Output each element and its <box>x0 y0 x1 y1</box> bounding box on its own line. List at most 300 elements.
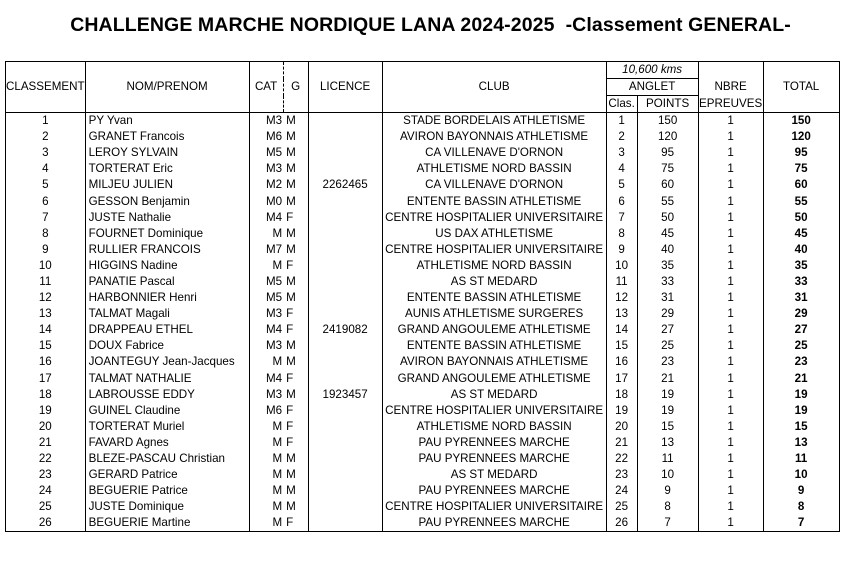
cell-clas: 8 <box>606 226 637 242</box>
cell-clas: 24 <box>606 483 637 499</box>
cell-total: 95 <box>763 145 839 161</box>
cell-cat: M6 <box>249 403 283 419</box>
cell-clas: 10 <box>606 258 637 274</box>
cell-classement: 26 <box>6 515 86 532</box>
cell-classement: 13 <box>6 306 86 322</box>
cell-nom-prenom: GESSON Benjamin <box>85 193 249 209</box>
cell-cat: M3 <box>249 161 283 177</box>
cell-points: 33 <box>637 274 698 290</box>
cell-nbre-epreuves: 1 <box>698 483 763 499</box>
page-title: CHALLENGE MARCHE NORDIQUE LANA 2024-2025 -Classement GENERAL- <box>70 14 791 36</box>
cell-cat: M <box>249 419 283 435</box>
cell-points: 8 <box>637 499 698 515</box>
cell-classement: 24 <box>6 483 86 499</box>
cell-licence <box>308 435 382 451</box>
table-row <box>6 226 840 242</box>
cell-nom-prenom: PY Yvan <box>85 113 249 130</box>
cell-cat: M5 <box>249 145 283 161</box>
cell-nom-prenom: JUSTE Nathalie <box>85 210 249 226</box>
cell-nom-prenom: GUINEL Claudine <box>85 403 249 419</box>
cell-total: 120 <box>763 129 839 145</box>
cell-classement: 21 <box>6 435 86 451</box>
header-anglet: ANGLET <box>606 79 698 96</box>
table-header <box>6 62 840 113</box>
cell-classement: 14 <box>6 322 86 338</box>
cell-total: 45 <box>763 226 839 242</box>
cell-g: M <box>283 499 308 515</box>
cell-club: ENTENTE BASSIN ATHLETISME <box>382 193 606 209</box>
cell-g: M <box>283 467 308 483</box>
cell-cat: M <box>249 467 283 483</box>
cell-points: 31 <box>637 290 698 306</box>
table-row <box>6 322 840 338</box>
cell-nom-prenom: HIGGINS Nadine <box>85 258 249 274</box>
cell-licence <box>308 258 382 274</box>
cell-points: 10 <box>637 467 698 483</box>
cell-total: 50 <box>763 210 839 226</box>
cell-classement: 4 <box>6 161 86 177</box>
cell-points: 27 <box>637 322 698 338</box>
cell-licence: 2419082 <box>308 322 382 338</box>
cell-nom-prenom: DRAPPEAU ETHEL <box>85 322 249 338</box>
cell-cat: M7 <box>249 242 283 258</box>
header-nbre-top <box>698 62 763 79</box>
cell-points: 55 <box>637 193 698 209</box>
cell-total: 27 <box>763 322 839 338</box>
cell-classement: 1 <box>6 113 86 130</box>
table-row <box>6 193 840 209</box>
cell-clas: 26 <box>606 515 637 532</box>
cell-nbre-epreuves: 1 <box>698 419 763 435</box>
cell-g: M <box>283 451 308 467</box>
cell-nom-prenom: JUSTE Dominique <box>85 499 249 515</box>
cell-nom-prenom: MILJEU JULIEN <box>85 177 249 193</box>
cell-classement: 8 <box>6 226 86 242</box>
cell-club: GRAND ANGOULEME ATHLETISME <box>382 322 606 338</box>
cell-licence <box>308 338 382 354</box>
cell-licence <box>308 193 382 209</box>
cell-licence <box>308 145 382 161</box>
cell-total: 40 <box>763 242 839 258</box>
cell-licence <box>308 161 382 177</box>
cell-nom-prenom: RULLIER FRANCOIS <box>85 242 249 258</box>
cell-nbre-epreuves: 1 <box>698 177 763 193</box>
header-cat: CAT <box>249 62 283 113</box>
cell-classement: 6 <box>6 193 86 209</box>
cell-nbre-epreuves: 1 <box>698 193 763 209</box>
cell-club: PAU PYRENNEES MARCHE <box>382 451 606 467</box>
table-row <box>6 306 840 322</box>
cell-nom-prenom: TALMAT Magali <box>85 306 249 322</box>
header-points: POINTS <box>637 96 698 113</box>
cell-total: 31 <box>763 290 839 306</box>
cell-clas: 5 <box>606 177 637 193</box>
cell-g: M <box>283 113 308 130</box>
table-row <box>6 387 840 403</box>
cell-clas: 25 <box>606 499 637 515</box>
cell-total: 19 <box>763 387 839 403</box>
cell-club: ATHLETISME NORD BASSIN <box>382 258 606 274</box>
cell-nbre-epreuves: 1 <box>698 499 763 515</box>
cell-nbre-epreuves: 1 <box>698 403 763 419</box>
table-row <box>6 499 840 515</box>
cell-cat: M <box>249 258 283 274</box>
cell-club: AUNIS ATHLETISME SURGERES <box>382 306 606 322</box>
cell-cat: M <box>249 515 283 532</box>
cell-cat: M2 <box>249 177 283 193</box>
cell-points: 45 <box>637 226 698 242</box>
cell-total: 23 <box>763 354 839 370</box>
cell-points: 13 <box>637 435 698 451</box>
cell-licence <box>308 515 382 532</box>
cell-licence <box>308 451 382 467</box>
cell-cat: M5 <box>249 290 283 306</box>
cell-licence <box>308 354 382 370</box>
cell-total: 29 <box>763 306 839 322</box>
cell-clas: 19 <box>606 403 637 419</box>
cell-club: AS ST MEDARD <box>382 387 606 403</box>
cell-clas: 3 <box>606 145 637 161</box>
cell-total: 7 <box>763 515 839 532</box>
cell-clas: 15 <box>606 338 637 354</box>
table-row <box>6 210 840 226</box>
cell-total: 33 <box>763 274 839 290</box>
cell-points: 60 <box>637 177 698 193</box>
cell-cat: M4 <box>249 322 283 338</box>
cell-g: M <box>283 193 308 209</box>
cell-g: M <box>283 387 308 403</box>
cell-total: 9 <box>763 483 839 499</box>
table-row <box>6 403 840 419</box>
cell-points: 150 <box>637 113 698 130</box>
cell-nom-prenom: BLEZE-PASCAU Christian <box>85 451 249 467</box>
cell-club: PAU PYRENNEES MARCHE <box>382 435 606 451</box>
table-row <box>6 145 840 161</box>
cell-licence <box>308 226 382 242</box>
cell-club: CA VILLENAVE D'ORNON <box>382 177 606 193</box>
cell-classement: 12 <box>6 290 86 306</box>
header-epreuves: EPREUVES <box>698 96 763 113</box>
cell-nbre-epreuves: 1 <box>698 226 763 242</box>
table-row <box>6 419 840 435</box>
table-row <box>6 274 840 290</box>
cell-cat: M3 <box>249 306 283 322</box>
table-row <box>6 113 840 130</box>
header-classement: CLASSEMENT <box>6 62 86 113</box>
cell-total: 35 <box>763 258 839 274</box>
cell-points: 19 <box>637 387 698 403</box>
cell-cat: M <box>249 354 283 370</box>
cell-classement: 19 <box>6 403 86 419</box>
cell-g: F <box>283 515 308 532</box>
table-row <box>6 129 840 145</box>
cell-classement: 7 <box>6 210 86 226</box>
cell-clas: 17 <box>606 371 637 387</box>
cell-nbre-epreuves: 1 <box>698 161 763 177</box>
cell-clas: 11 <box>606 274 637 290</box>
cell-club: PAU PYRENNEES MARCHE <box>382 483 606 499</box>
cell-total: 8 <box>763 499 839 515</box>
cell-g: M <box>283 354 308 370</box>
cell-nom-prenom: LEROY SYLVAIN <box>85 145 249 161</box>
table-row <box>6 161 840 177</box>
cell-cat: M3 <box>249 113 283 130</box>
cell-g: M <box>283 242 308 258</box>
cell-club: GRAND ANGOULEME ATHLETISME <box>382 371 606 387</box>
cell-clas: 21 <box>606 435 637 451</box>
cell-points: 15 <box>637 419 698 435</box>
header-nbre: NBRE <box>698 79 763 96</box>
cell-cat: M0 <box>249 193 283 209</box>
header-club: CLUB <box>382 62 606 113</box>
cell-total: 15 <box>763 419 839 435</box>
cell-classement: 18 <box>6 387 86 403</box>
cell-total: 150 <box>763 113 839 130</box>
cell-licence <box>308 371 382 387</box>
cell-licence <box>308 274 382 290</box>
cell-licence <box>308 403 382 419</box>
header-g: G <box>283 62 308 113</box>
cell-clas: 2 <box>606 129 637 145</box>
cell-g: F <box>283 371 308 387</box>
cell-g: F <box>283 322 308 338</box>
cell-licence <box>308 290 382 306</box>
cell-club: AVIRON BAYONNAIS ATHLETISME <box>382 354 606 370</box>
cell-licence <box>308 499 382 515</box>
cell-cat: M4 <box>249 371 283 387</box>
cell-classement: 16 <box>6 354 86 370</box>
cell-licence <box>308 242 382 258</box>
cell-nom-prenom: PANATIE Pascal <box>85 274 249 290</box>
cell-nbre-epreuves: 1 <box>698 145 763 161</box>
cell-clas: 9 <box>606 242 637 258</box>
cell-clas: 18 <box>606 387 637 403</box>
cell-total: 11 <box>763 451 839 467</box>
cell-classement: 20 <box>6 419 86 435</box>
cell-licence <box>308 483 382 499</box>
cell-nbre-epreuves: 1 <box>698 451 763 467</box>
cell-club: CENTRE HOSPITALIER UNIVERSITAIRE <box>382 499 606 515</box>
cell-club: AS ST MEDARD <box>382 467 606 483</box>
header-clas: Clas. <box>606 96 637 113</box>
cell-points: 7 <box>637 515 698 532</box>
cell-cat: M5 <box>249 274 283 290</box>
table-row <box>6 515 840 532</box>
cell-cat: M <box>249 499 283 515</box>
cell-cat: M6 <box>249 129 283 145</box>
table-row <box>6 242 840 258</box>
cell-classement: 15 <box>6 338 86 354</box>
table-row <box>6 290 840 306</box>
cell-licence <box>308 419 382 435</box>
cell-licence: 1923457 <box>308 387 382 403</box>
cell-points: 23 <box>637 354 698 370</box>
cell-club: STADE BORDELAIS ATHLETISME <box>382 113 606 130</box>
cell-clas: 20 <box>606 419 637 435</box>
cell-clas: 14 <box>606 322 637 338</box>
cell-nbre-epreuves: 1 <box>698 467 763 483</box>
cell-cat: M3 <box>249 338 283 354</box>
cell-nbre-epreuves: 1 <box>698 129 763 145</box>
cell-g: F <box>283 210 308 226</box>
cell-club: AS ST MEDARD <box>382 274 606 290</box>
cell-nbre-epreuves: 1 <box>698 322 763 338</box>
cell-nom-prenom: DOUX Fabrice <box>85 338 249 354</box>
header-licence: LICENCE <box>308 62 382 113</box>
cell-points: 75 <box>637 161 698 177</box>
table-row <box>6 177 840 193</box>
cell-points: 25 <box>637 338 698 354</box>
cell-classement: 2 <box>6 129 86 145</box>
cell-club: CENTRE HOSPITALIER UNIVERSITAIRE <box>382 210 606 226</box>
cell-licence <box>308 467 382 483</box>
table-row <box>6 338 840 354</box>
header-distance: 10,600 kms <box>606 62 698 79</box>
cell-cat: M <box>249 483 283 499</box>
cell-nbre-epreuves: 1 <box>698 210 763 226</box>
cell-g: F <box>283 435 308 451</box>
cell-nbre-epreuves: 1 <box>698 338 763 354</box>
cell-g: F <box>283 403 308 419</box>
cell-clas: 6 <box>606 193 637 209</box>
cell-cat: M <box>249 435 283 451</box>
cell-points: 120 <box>637 129 698 145</box>
cell-points: 50 <box>637 210 698 226</box>
cell-points: 35 <box>637 258 698 274</box>
cell-total: 60 <box>763 177 839 193</box>
cell-nbre-epreuves: 1 <box>698 290 763 306</box>
cell-points: 29 <box>637 306 698 322</box>
cell-nom-prenom: JOANTEGUY Jean-Jacques <box>85 354 249 370</box>
cell-club: ENTENTE BASSIN ATHLETISME <box>382 338 606 354</box>
table-row <box>6 451 840 467</box>
cell-club: CA VILLENAVE D'ORNON <box>382 145 606 161</box>
cell-points: 9 <box>637 483 698 499</box>
cell-nbre-epreuves: 1 <box>698 387 763 403</box>
cell-clas: 23 <box>606 467 637 483</box>
cell-club: PAU PYRENNEES MARCHE <box>382 515 606 532</box>
cell-cat: M <box>249 226 283 242</box>
cell-nbre-epreuves: 1 <box>698 242 763 258</box>
cell-nbre-epreuves: 1 <box>698 306 763 322</box>
cell-nom-prenom: BEGUERIE Patrice <box>85 483 249 499</box>
cell-club: CENTRE HOSPITALIER UNIVERSITAIRE <box>382 403 606 419</box>
cell-g: M <box>283 177 308 193</box>
cell-classement: 11 <box>6 274 86 290</box>
cell-club: ATHLETISME NORD BASSIN <box>382 419 606 435</box>
cell-clas: 13 <box>606 306 637 322</box>
table-row <box>6 435 840 451</box>
cell-classement: 22 <box>6 451 86 467</box>
cell-club: CENTRE HOSPITALIER UNIVERSITAIRE <box>382 242 606 258</box>
cell-g: M <box>283 483 308 499</box>
cell-classement: 9 <box>6 242 86 258</box>
cell-total: 10 <box>763 467 839 483</box>
cell-points: 21 <box>637 371 698 387</box>
cell-points: 19 <box>637 403 698 419</box>
cell-licence <box>308 306 382 322</box>
cell-classement: 17 <box>6 371 86 387</box>
cell-points: 95 <box>637 145 698 161</box>
cell-g: M <box>283 274 308 290</box>
table-row <box>6 258 840 274</box>
cell-cat: M <box>249 451 283 467</box>
cell-total: 21 <box>763 371 839 387</box>
cell-club: US DAX ATHLETISME <box>382 226 606 242</box>
cell-total: 13 <box>763 435 839 451</box>
header-total: TOTAL <box>763 62 839 113</box>
cell-nom-prenom: TALMAT NATHALIE <box>85 371 249 387</box>
cell-g: M <box>283 338 308 354</box>
table-row <box>6 483 840 499</box>
cell-club: AVIRON BAYONNAIS ATHLETISME <box>382 129 606 145</box>
cell-licence: 2262465 <box>308 177 382 193</box>
table-body <box>6 113 840 532</box>
cell-nbre-epreuves: 1 <box>698 274 763 290</box>
cell-total: 25 <box>763 338 839 354</box>
cell-licence <box>308 129 382 145</box>
cell-total: 19 <box>763 403 839 419</box>
cell-nbre-epreuves: 1 <box>698 371 763 387</box>
cell-clas: 7 <box>606 210 637 226</box>
cell-g: M <box>283 145 308 161</box>
cell-g: F <box>283 306 308 322</box>
cell-clas: 4 <box>606 161 637 177</box>
cell-classement: 3 <box>6 145 86 161</box>
cell-nom-prenom: FOURNET Dominique <box>85 226 249 242</box>
cell-clas: 1 <box>606 113 637 130</box>
cell-cat: M3 <box>249 387 283 403</box>
cell-nom-prenom: FAVARD Agnes <box>85 435 249 451</box>
cell-nom-prenom: TORTERAT Muriel <box>85 419 249 435</box>
ranking-table <box>5 61 840 532</box>
cell-g: F <box>283 258 308 274</box>
header-nom-prenom: NOM/PRENOM <box>85 62 249 113</box>
cell-nbre-epreuves: 1 <box>698 515 763 532</box>
cell-cat: M4 <box>249 210 283 226</box>
cell-g: F <box>283 419 308 435</box>
cell-g: M <box>283 290 308 306</box>
cell-g: M <box>283 161 308 177</box>
cell-classement: 5 <box>6 177 86 193</box>
table-row <box>6 371 840 387</box>
cell-clas: 12 <box>606 290 637 306</box>
cell-nom-prenom: LABROUSSE EDDY <box>85 387 249 403</box>
cell-nbre-epreuves: 1 <box>698 435 763 451</box>
cell-clas: 16 <box>606 354 637 370</box>
cell-nom-prenom: HARBONNIER Henri <box>85 290 249 306</box>
cell-licence <box>308 210 382 226</box>
cell-points: 40 <box>637 242 698 258</box>
cell-club: ENTENTE BASSIN ATHLETISME <box>382 290 606 306</box>
table-row <box>6 354 840 370</box>
cell-g: M <box>283 226 308 242</box>
cell-nbre-epreuves: 1 <box>698 113 763 130</box>
table-row <box>6 467 840 483</box>
cell-nom-prenom: GRANET Francois <box>85 129 249 145</box>
cell-clas: 22 <box>606 451 637 467</box>
cell-classement: 25 <box>6 499 86 515</box>
cell-classement: 23 <box>6 467 86 483</box>
cell-total: 75 <box>763 161 839 177</box>
cell-nbre-epreuves: 1 <box>698 354 763 370</box>
cell-total: 55 <box>763 193 839 209</box>
cell-nom-prenom: TORTERAT Eric <box>85 161 249 177</box>
cell-licence <box>308 113 382 130</box>
cell-g: M <box>283 129 308 145</box>
cell-club: ATHLETISME NORD BASSIN <box>382 161 606 177</box>
cell-classement: 10 <box>6 258 86 274</box>
